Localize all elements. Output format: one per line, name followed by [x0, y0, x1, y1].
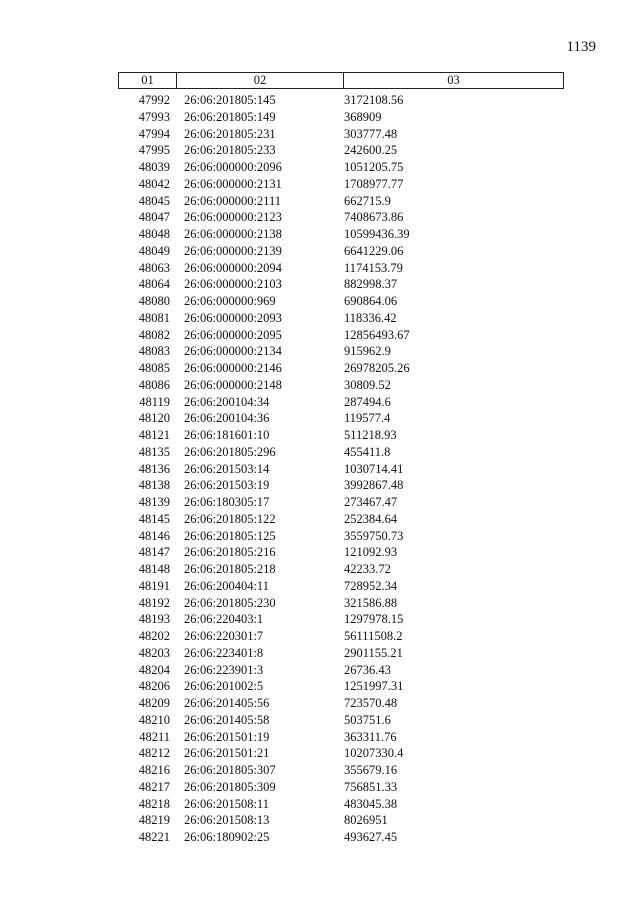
- cell-id: 48147: [138, 545, 170, 560]
- cell-cadastral-number: 26:06:201002:5: [184, 679, 264, 694]
- cell-id: 48221: [138, 830, 170, 844]
- cell-id: 48138: [138, 478, 170, 493]
- cell-id: 48192: [138, 595, 170, 610]
- cell-id: 48080: [138, 294, 170, 308]
- table-row: [118, 377, 564, 394]
- cell-id: 48219: [138, 813, 170, 828]
- cell-id: 48135: [138, 444, 170, 459]
- cell-id: 48193: [138, 612, 170, 627]
- table-row: [118, 762, 564, 779]
- table-row: [118, 511, 564, 528]
- cell-cadastral-number: 26:06:200104:34: [184, 394, 270, 409]
- cell-cadastral-number: 26:06:201805:296: [184, 444, 276, 459]
- cell-value: 483045.38: [344, 796, 398, 811]
- cell-id: 48139: [138, 495, 170, 509]
- cell-id: 48191: [138, 578, 170, 593]
- cell-id: 48216: [138, 763, 170, 777]
- cell-cadastral-number: 26:06:200404:11: [184, 578, 269, 593]
- cell-cadastral-number: 26:06:000000:2148: [184, 377, 282, 392]
- cell-cadastral-number: 26:06:000000:2138: [184, 227, 282, 241]
- cell-cadastral-number: 26:06:000000:2096: [184, 160, 282, 174]
- cell-value: 728952.34: [344, 578, 398, 593]
- column-header-02: 02: [177, 73, 344, 88]
- table-row: [118, 109, 564, 126]
- cell-cadastral-number: 26:06:000000:2094: [184, 260, 282, 275]
- table-row: [118, 260, 564, 277]
- cell-id: 48212: [138, 746, 170, 761]
- cell-value: 3172108.56: [344, 93, 404, 107]
- table-row: [118, 595, 564, 612]
- cell-id: 48039: [138, 160, 170, 174]
- cell-value: 662715.9: [344, 193, 391, 208]
- table-row: [118, 142, 564, 159]
- cell-id: 48145: [138, 511, 170, 526]
- table-row: [118, 812, 564, 829]
- cell-value: 42233.72: [344, 562, 391, 576]
- cell-id: 48120: [138, 411, 170, 426]
- cell-cadastral-number: 26:06:180902:25: [184, 830, 270, 844]
- cell-cadastral-number: 26:06:201503:19: [184, 478, 270, 493]
- cell-value: 355679.16: [344, 763, 398, 777]
- table-row: [118, 645, 564, 662]
- cell-value: 1708977.77: [344, 176, 404, 191]
- cell-cadastral-number: 26:06:200104:36: [184, 411, 270, 426]
- table-row: [118, 528, 564, 545]
- cell-cadastral-number: 26:06:000000:2146: [184, 361, 282, 375]
- table-row: [118, 695, 564, 712]
- cell-cadastral-number: 26:06:000000:2123: [184, 210, 282, 225]
- cell-id: 48042: [138, 176, 170, 191]
- cell-cadastral-number: 26:06:201805:145: [184, 93, 276, 107]
- table-row: [118, 193, 564, 210]
- page-number: 1139: [566, 39, 596, 55]
- cell-id: 48047: [138, 210, 170, 225]
- cell-value: 56111508.2: [344, 629, 403, 643]
- cell-id: 48049: [138, 243, 170, 258]
- table-row: [118, 92, 564, 109]
- table-row: [118, 276, 564, 293]
- cell-cadastral-number: 26:06:000000:2103: [184, 277, 282, 292]
- table-row: [118, 427, 564, 444]
- cell-cadastral-number: 26:06:000000:2093: [184, 310, 282, 325]
- cell-value: 6641229.06: [344, 243, 404, 258]
- cell-value: 303777.48: [344, 126, 398, 141]
- cell-value: 882998.37: [344, 277, 398, 292]
- table-row: [118, 310, 564, 327]
- cell-cadastral-number: 26:06:201805:307: [184, 763, 276, 777]
- cell-value: 511218.93: [344, 428, 397, 442]
- cell-value: 3559750.73: [344, 528, 404, 543]
- cell-value: 503751.6: [344, 712, 391, 727]
- cell-id: 48081: [138, 310, 170, 325]
- cell-cadastral-number: 26:06:201508:11: [184, 796, 269, 811]
- cell-cadastral-number: 26:06:201805:122: [184, 511, 276, 526]
- cell-value: 915962.9: [344, 344, 391, 359]
- cell-cadastral-number: 26:06:180305:17: [184, 495, 270, 509]
- cell-id: 48206: [138, 679, 170, 694]
- cell-id: 48064: [138, 277, 170, 292]
- cell-value: 2901155.21: [344, 645, 403, 660]
- cell-value: 10599436.39: [344, 227, 410, 241]
- table-row: [118, 394, 564, 411]
- cell-id: 47995: [138, 143, 170, 158]
- cell-value: 723570.48: [344, 696, 398, 710]
- cell-cadastral-number: 26:06:000000:2134: [184, 344, 282, 359]
- cell-value: 252384.64: [344, 511, 398, 526]
- table-row: [118, 293, 564, 310]
- cell-id: 47994: [138, 126, 170, 141]
- table-row: [118, 327, 564, 344]
- cell-value: 321586.88: [344, 595, 398, 610]
- cell-value: 690864.06: [344, 294, 398, 308]
- cell-cadastral-number: 26:06:000000:2095: [184, 327, 282, 342]
- cell-id: 47993: [138, 109, 170, 124]
- table-row: [118, 444, 564, 461]
- table-row: [118, 678, 564, 695]
- cell-id: 48204: [138, 662, 170, 677]
- cell-id: 47992: [138, 93, 170, 107]
- cell-value: 1297978.15: [344, 612, 404, 627]
- table-row: [118, 360, 564, 377]
- cell-id: 48202: [138, 629, 170, 643]
- cell-id: 48119: [139, 394, 170, 409]
- cell-id: 48211: [139, 729, 170, 744]
- cell-value: 756851.33: [344, 779, 398, 794]
- cell-value: 26736.43: [344, 662, 391, 677]
- cell-value: 368909: [344, 109, 382, 124]
- cell-cadastral-number: 26:06:201501:21: [184, 746, 270, 761]
- table-row: [118, 494, 564, 511]
- cell-cadastral-number: 26:06:000000:969: [184, 294, 276, 308]
- cell-id: 48082: [138, 327, 170, 342]
- cell-id: 48136: [138, 461, 170, 476]
- table-row: [118, 745, 564, 762]
- cell-id: 48210: [138, 712, 170, 727]
- cell-value: 121092.93: [344, 545, 398, 560]
- cell-cadastral-number: 26:06:223401:8: [184, 645, 264, 660]
- table-row: [118, 829, 564, 846]
- table-row: [118, 779, 564, 796]
- table-row: [118, 712, 564, 729]
- cell-cadastral-number: 26:06:000000:2139: [184, 243, 282, 258]
- cell-id: 48218: [138, 796, 170, 811]
- table-row: [118, 544, 564, 561]
- cell-cadastral-number: 26:06:201805:125: [184, 528, 276, 543]
- cell-id: 48203: [138, 645, 170, 660]
- table-row: [118, 477, 564, 494]
- table-row: [118, 243, 564, 260]
- table-row: [118, 176, 564, 193]
- cell-value: 26978205.26: [344, 361, 410, 375]
- cell-cadastral-number: 26:06:201405:58: [184, 712, 270, 727]
- cell-cadastral-number: 26:06:201805:230: [184, 595, 276, 610]
- cell-value: 118336.42: [344, 310, 397, 325]
- cell-id: 48048: [138, 227, 170, 241]
- cell-value: 30809.52: [344, 377, 391, 392]
- cell-cadastral-number: 26:06:000000:2111: [184, 193, 281, 208]
- table-row: [118, 628, 564, 645]
- cell-value: 287494.6: [344, 394, 391, 409]
- cell-cadastral-number: 26:06:220403:1: [184, 612, 264, 627]
- cell-cadastral-number: 26:06:220301:7: [184, 629, 264, 643]
- table-body: [118, 92, 564, 846]
- cell-id: 48121: [138, 428, 170, 442]
- cell-cadastral-number: 26:06:000000:2131: [184, 176, 282, 191]
- cell-cadastral-number: 26:06:201501:19: [184, 729, 270, 744]
- cell-id: 48045: [138, 193, 170, 208]
- cell-id: 48086: [138, 377, 170, 392]
- cell-value: 10207330.4: [344, 746, 404, 761]
- cell-value: 1174153.79: [344, 260, 403, 275]
- cell-id: 48146: [138, 528, 170, 543]
- cell-cadastral-number: 26:06:201805:218: [184, 562, 276, 576]
- cell-cadastral-number: 26:06:201503:14: [184, 461, 270, 476]
- cell-value: 493627.45: [344, 830, 398, 844]
- table-row: [118, 662, 564, 679]
- table-row: [118, 226, 564, 243]
- table-row: [118, 343, 564, 360]
- cell-id: 48148: [138, 562, 170, 576]
- cell-value: 1051205.75: [344, 160, 404, 174]
- table-row: [118, 729, 564, 746]
- cell-id: 48085: [138, 361, 170, 375]
- cell-id: 48063: [138, 260, 170, 275]
- cell-value: 273467.47: [344, 495, 398, 509]
- cell-value: 3992867.48: [344, 478, 404, 493]
- cell-value: 119577.4: [344, 411, 391, 426]
- cell-id: 48083: [138, 344, 170, 359]
- cell-cadastral-number: 26:06:201405:56: [184, 696, 270, 710]
- table-row: [118, 611, 564, 628]
- table-row: [118, 796, 564, 813]
- cell-cadastral-number: 26:06:201805:231: [184, 126, 276, 141]
- cell-cadastral-number: 26:06:181601:10: [184, 428, 270, 442]
- cell-value: 12856493.67: [344, 327, 410, 342]
- cell-cadastral-number: 26:06:201805:149: [184, 109, 276, 124]
- cell-id: 48209: [138, 696, 170, 710]
- table-row: [118, 578, 564, 595]
- cell-value: 455411.8: [344, 444, 391, 459]
- cell-id: 48217: [138, 779, 170, 794]
- column-header-03: 03: [447, 73, 460, 87]
- table-row: [118, 410, 564, 427]
- cell-value: 7408673.86: [344, 210, 404, 225]
- cell-value: 1030714.41: [344, 461, 404, 476]
- cell-value: 1251997.31: [344, 679, 404, 694]
- cell-cadastral-number: 26:06:201805:309: [184, 779, 276, 794]
- cell-value: 363311.76: [344, 729, 397, 744]
- cell-cadastral-number: 26:06:223901:3: [184, 662, 264, 677]
- table-row: [118, 159, 564, 176]
- cell-cadastral-number: 26:06:201805:233: [184, 143, 276, 158]
- cell-cadastral-number: 26:06:201508:13: [184, 813, 270, 828]
- column-header-01: 01: [119, 73, 177, 88]
- cell-value: 8026951: [344, 813, 388, 828]
- cell-value: 242600.25: [344, 143, 398, 158]
- table-row: [118, 561, 564, 578]
- table-row: [118, 126, 564, 143]
- table-header: [118, 72, 564, 89]
- table-row: [118, 209, 564, 226]
- cell-cadastral-number: 26:06:201805:216: [184, 545, 276, 560]
- table-row: [118, 461, 564, 478]
